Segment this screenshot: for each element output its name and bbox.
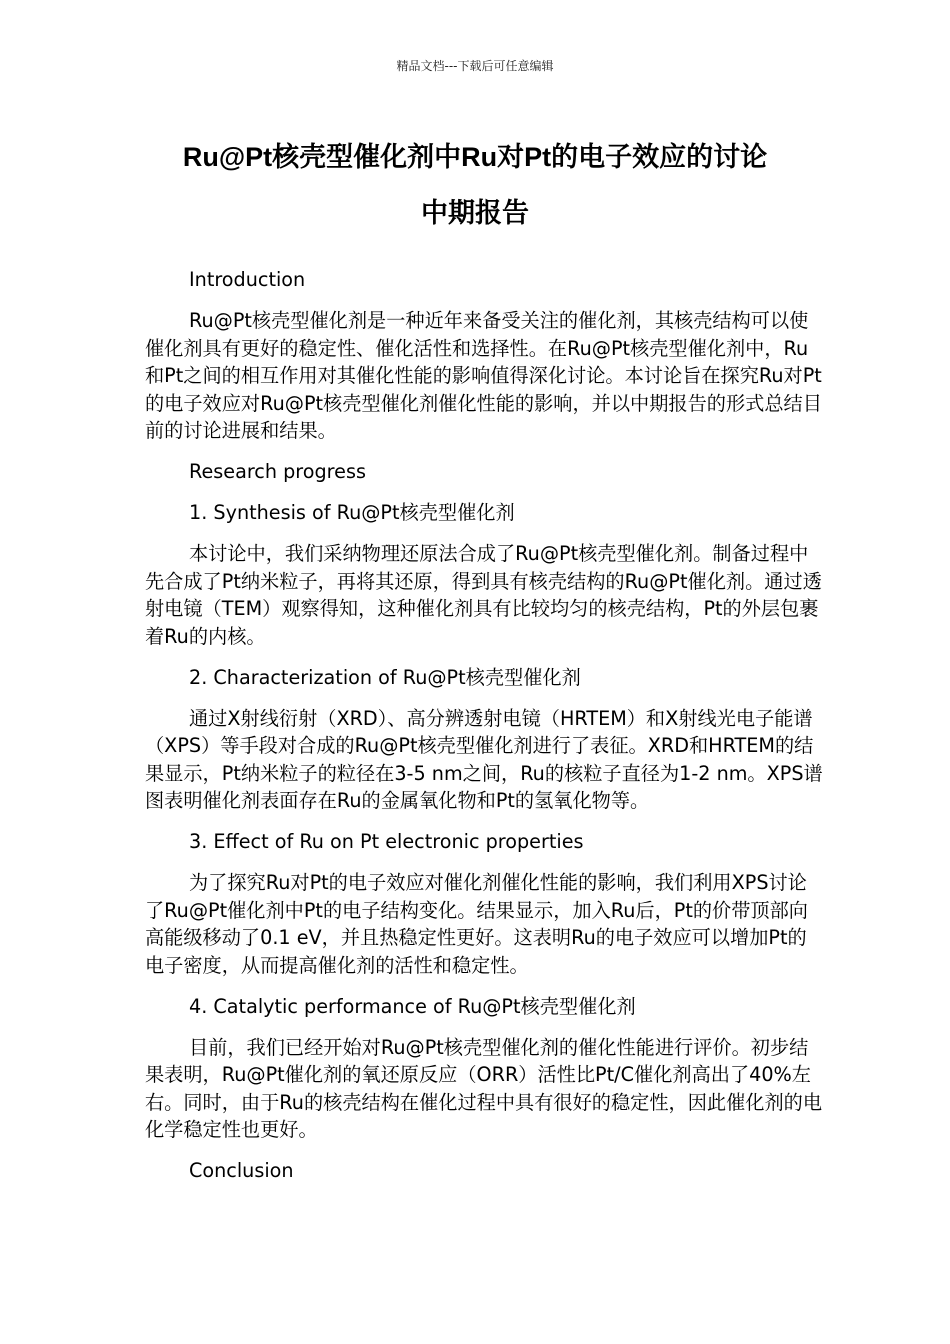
section-heading-electronic-effect: 3. Effect of Ru on Pt electronic properties (189, 830, 584, 853)
section-heading-catalytic-performance: 4. Catalytic performance of Ru@Pt核壳型催化剂 (189, 994, 636, 1018)
header-note: 精品文档---下载后可任意编辑 (396, 59, 554, 73)
document-subtitle: 中期报告 (421, 198, 529, 228)
research-progress-heading: Research progress (189, 460, 366, 483)
section-paragraph-synthesis: 本讨论中，我们采纳物理还原法合成了Ru@Pt核壳型催化剂。制备过程中先合成了Pt纳米粒子，再将其还原，得到具有核壳结构的Ru@Pt催化剂。通过透射电镜（TEM）观察得知，这种催化剂具有比较均匀的核壳结构，Pt的外层包裹着Ru的内核。 (145, 542, 822, 648)
section-heading-characterization: 2. Characterization of Ru@Pt核壳型催化剂 (189, 665, 581, 689)
document-title: Ru@Pt核壳型催化剂中Ru对Pt的电子效应的讨论 (182, 142, 768, 172)
introduction-paragraph: Ru@Pt核壳型催化剂是一种近年来备受关注的催化剂，其核壳结构可以使催化剂具有更好的稳定性、催化活性和选择性。在Ru@Pt核壳型催化剂中，Ru和Pt之间的相互作用对其催化性能的影响值得深化讨论。本讨论旨在探究Ru对Pt的电子效应对Ru@Pt核壳型催化剂催化性能的影响，并以中期报告的形式总结目前的讨论进展和结果。 (145, 309, 822, 442)
introduction-heading: Introduction (189, 268, 306, 291)
section-paragraph-catalytic-performance: 目前，我们已经开始对Ru@Pt核壳型催化剂的催化性能进行评价。初步结果表明，Ru@Pt催化剂的氧还原反应（ORR）活性比Pt/C催化剂高出了40%左右。同时，由于Ru的核壳结构在催化过程中具有很好的稳定性，因此催化剂的电化学稳定性也更好。 (145, 1035, 823, 1141)
document-body (145, 266, 825, 1198)
section-paragraph-characterization: 通过X射线衍射（XRD）、高分辨透射电镜（HRTEM）和X射线光电子能谱（XPS）等手段对合成的Ru@Pt核壳型催化剂进行了表征。XRD和HRTEM的结果显示，Pt纳米粒子的粒径在3-5 nm之间，Ru的核粒子直径为1-2 nm。XPS谱图表明催化剂表面存在Ru的金属氧化物和Pt的氢氧化物等。 (145, 706, 823, 812)
section-heading-synthesis: 1. Synthesis of Ru@Pt核壳型催化剂 (189, 501, 515, 524)
conclusion-heading: Conclusion (189, 1159, 294, 1182)
section-paragraph-electronic-effect: 为了探究Ru对Pt的电子效应对催化剂催化性能的影响，我们利用XPS讨论了Ru@Pt催化剂中Pt的电子结构变化。结果显示，加入Ru后，Pt的价带顶部向高能级移动了0.1 eV，并且热稳定性更好。这表明Ru的电子效应可以增加Pt的电子密度，从而提高催化剂的活性和稳定性。 (145, 871, 808, 977)
